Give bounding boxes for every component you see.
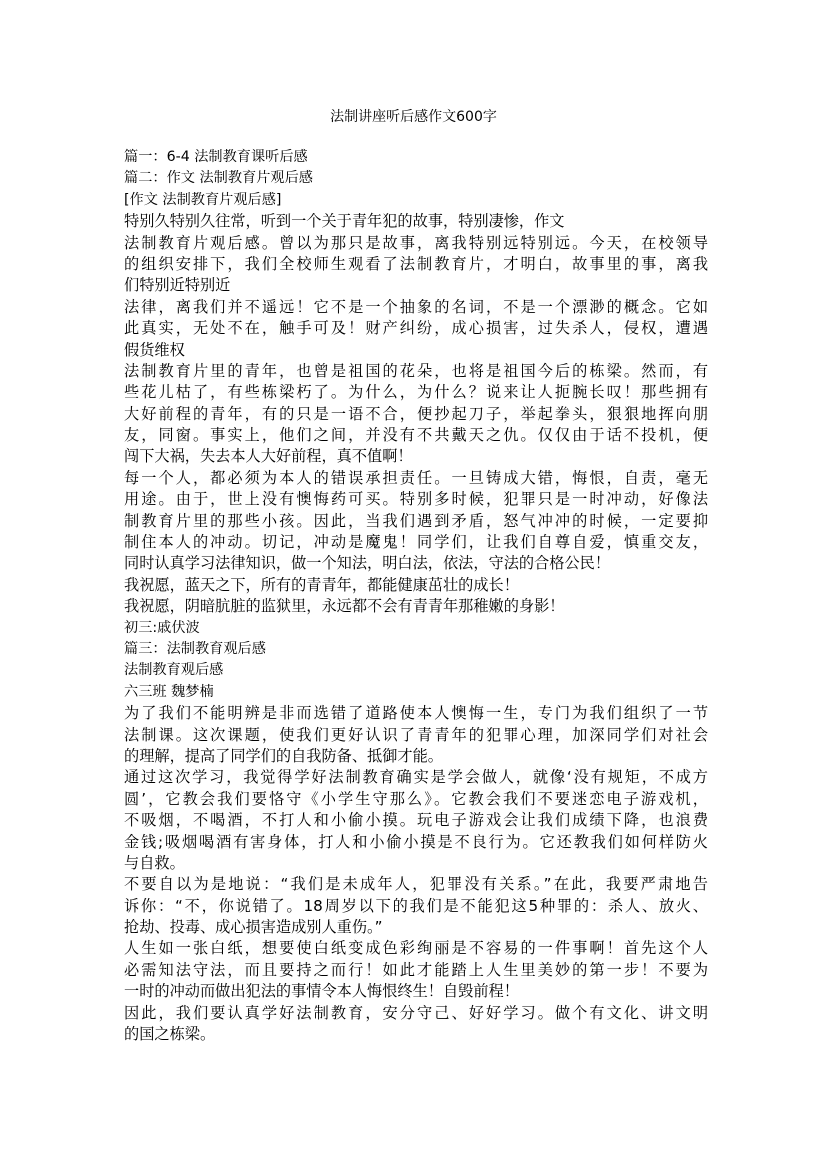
text-line: 制住本人的冲动。切记，冲动是魔鬼！同学们，让我们自尊自爱，慎重交友， bbox=[124, 533, 708, 552]
document-body bbox=[124, 147, 708, 1045]
text-line: 此真实，无处不在，触手可及！财产纠纷，成心损害，过失杀人，侵权，遭遇 bbox=[124, 319, 708, 338]
text-line: 圆’，它教会我们要恪守《小学生守那么》。它教会我们不要迷恋电子游戏机， bbox=[124, 789, 708, 808]
text-line: 人生如一张白纸，想要使白纸变成色彩绚丽是不容易的一件事啊！首先这个人 bbox=[124, 939, 708, 958]
text-line: 篇三：法制教育观后感 bbox=[124, 640, 266, 657]
text-line: 同时认真学习法律知识，做一个知法，明白法，依法，守法的合格公民！ bbox=[124, 554, 610, 573]
text-line: 与自救。 bbox=[124, 853, 185, 872]
text-line: 法制课。这次课题，使我们更好认识了青青年的犯罪心理，加深同学们对社会 bbox=[124, 725, 708, 744]
text-line: 假货维权 bbox=[124, 340, 185, 359]
document-title: 法制讲座听后感作文600字 bbox=[330, 109, 497, 125]
text-line: 的组织安排下，我们全校师生观看了法制教育片，才明白，故事里的事，离我 bbox=[124, 254, 708, 273]
text-line: 法制教育片里的青年，也曾是祖国的花朵，也将是祖国今后的栋梁。然而，有 bbox=[124, 361, 708, 380]
text-line: 通过这次学习，我觉得学好法制教育确实是学会做人，就像‘没有规矩，不成方 bbox=[124, 768, 708, 787]
text-line: 制教育片里的那些小孩。因此，当我们遇到矛盾，怒气冲冲的时候，一定要抑 bbox=[124, 511, 708, 530]
text-line: 因此，我们要认真学好法制教育，安分守己、好好学习。做个有文化、讲文明 bbox=[124, 1003, 708, 1022]
text-line: 法制教育片观后感。曾以为那只是故事，离我特别远特别远。今天，在校领导 bbox=[124, 233, 708, 252]
text-line: 的理解，提高了同学们的自我防备、抵御才能。 bbox=[124, 746, 443, 765]
text-line: 闯下大祸，失去本人大好前程，真不值啊！ bbox=[124, 447, 413, 466]
text-line: 篇二：作文 法制教育片观后感 bbox=[124, 170, 313, 187]
text-line: 不要自以为是地说：“我们是未成年人，犯罪没有关系。”在此，我要严肃地告 bbox=[124, 875, 708, 894]
text-line: 篇一：6-4 法制教育课听后感 bbox=[124, 149, 308, 165]
text-line: 一时的冲动而做出犯法的事情令本人悔恨终生！自毁前程！ bbox=[124, 982, 519, 1001]
text-line: 六三班 魏梦楠 bbox=[124, 683, 214, 700]
text-line: 我祝愿，阴暗肮脏的监狱里，永远都不会有青青年那稚嫩的身影！ bbox=[124, 597, 565, 616]
text-line: 大好前程的青年，有的只是一语不合，便抄起刀子，举起拳头，狠狠地挥向朋 bbox=[124, 404, 708, 423]
text-line: 友，同窗。事实上，他们之间，并没有不共戴天之仇。仅仅由于话不投机，便 bbox=[124, 426, 708, 445]
text-line: 诉你：“不，你说错了。18周岁以下的我们是不能犯这5种罪的：杀人、放火、 bbox=[124, 896, 708, 915]
text-line: 用途。由于，世上没有懊悔药可买。特别多时候，犯罪只是一时冲动，好像法 bbox=[124, 490, 708, 509]
text-line: 法律，离我们并不遥远！它不是一个抽象的名词，不是一个漂渺的概念。它如 bbox=[124, 297, 708, 316]
text-line: [作文 法制教育片观后感] bbox=[124, 191, 282, 208]
text-line: 些花儿枯了，有些栋梁朽了。为什么，为什么？说来让人扼腕长叹！那些拥有 bbox=[124, 383, 708, 402]
text-line: 初三:戚伏波 bbox=[124, 619, 200, 636]
text-line: 我祝愿，蓝天之下，所有的青青年，都能健康茁壮的成长！ bbox=[124, 575, 519, 594]
text-line: 抢劫、投毒、成心损害造成别人重伤。” bbox=[124, 918, 383, 937]
text-line: 每一个人，都必须为本人的错误承担责任。一旦铸成大错，悔恨，自责，毫无 bbox=[124, 468, 708, 487]
text-line: 金钱;吸烟喝酒有害身体，打人和小偷小摸是不良行为。它还教我们如何样防火 bbox=[124, 832, 708, 851]
text-line: 们特别近特别近 bbox=[124, 276, 231, 295]
text-line: 必需知法守法，而且要持之而行！如此才能踏上人生里美妙的第一步！不要为 bbox=[124, 960, 708, 979]
text-line: 特别久特别久往常，听到一个关于青年犯的故事，特别凄惨，作文 bbox=[124, 212, 565, 231]
text-line: 不吸烟，不喝酒，不打人和小偷小摸。玩电子游戏会让我们成绩下降，也浪费 bbox=[124, 811, 708, 830]
text-line: 为了我们不能明辨是非而选错了道路使本人懊悔一生，专门为我们组织了一节 bbox=[124, 704, 708, 723]
text-line: 的国之栋梁。 bbox=[124, 1025, 216, 1044]
text-line: 法制教育观后感 bbox=[124, 662, 224, 679]
